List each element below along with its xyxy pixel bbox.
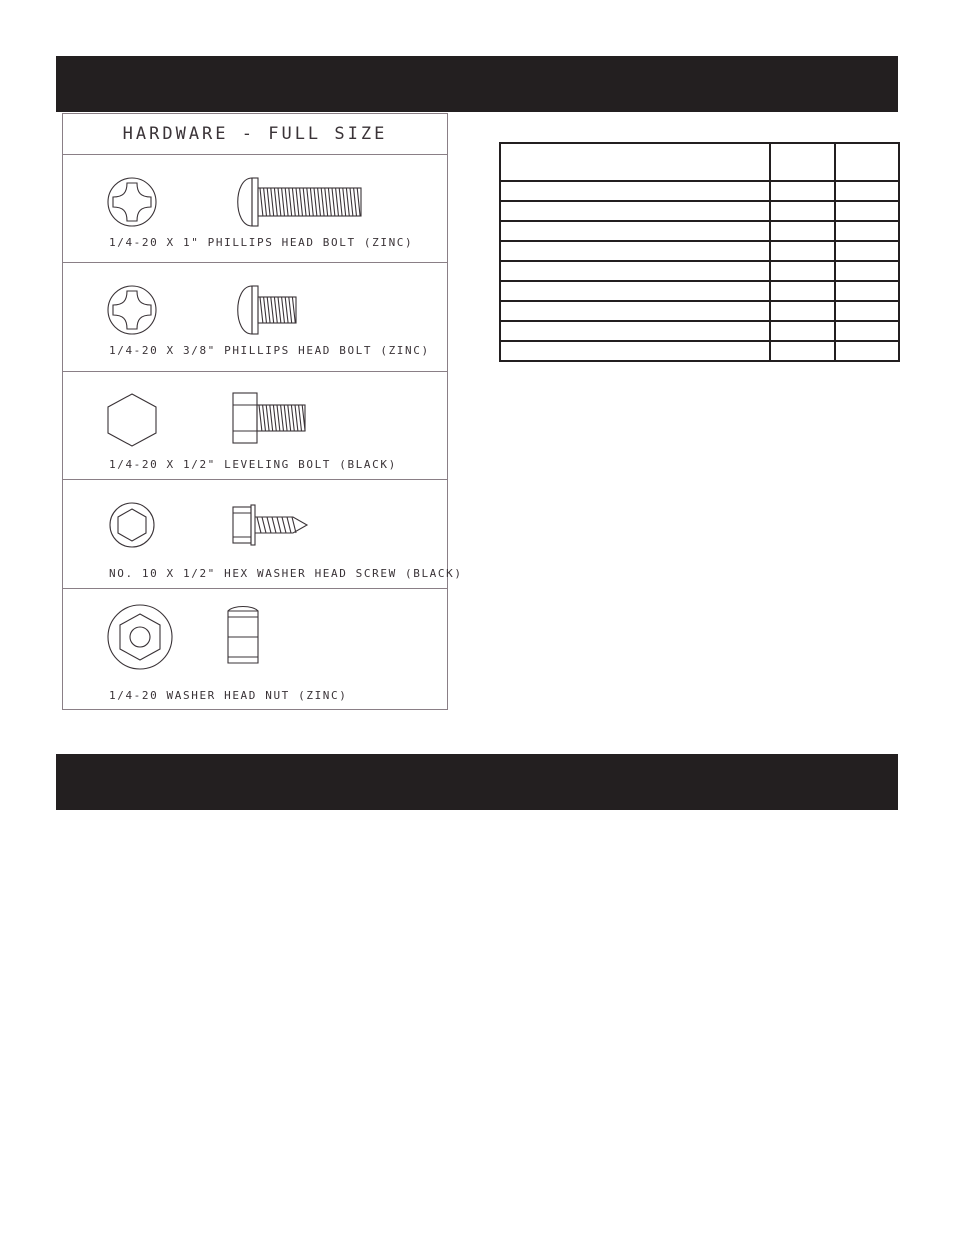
table-cell xyxy=(770,341,835,361)
table-cell xyxy=(500,281,770,301)
table-cell xyxy=(500,221,770,241)
table-cell xyxy=(835,301,899,321)
parts-table-header-row xyxy=(500,143,899,181)
section-header-band xyxy=(56,56,898,112)
hardware-item-caption: 1/4-20 X 3/8" PHILLIPS HEAD BOLT (ZINC) xyxy=(109,344,430,357)
table-row xyxy=(500,201,899,221)
table-cell xyxy=(770,321,835,341)
table-row xyxy=(500,281,899,301)
table-cell xyxy=(770,241,835,261)
table-cell xyxy=(770,281,835,301)
hardware-item-hex-washer-screw xyxy=(63,480,463,589)
table-cell xyxy=(835,201,899,221)
table-cell xyxy=(500,181,770,201)
table-cell xyxy=(770,301,835,321)
table-row xyxy=(500,301,899,321)
hardware-item-long-phillips-bolt xyxy=(63,155,447,263)
table-row xyxy=(500,321,899,341)
table-row xyxy=(500,221,899,241)
hardware-item-caption: 1/4-20 X 1" PHILLIPS HEAD BOLT (ZINC) xyxy=(109,236,414,249)
table-cell xyxy=(835,341,899,361)
table-row xyxy=(500,341,899,361)
table-row xyxy=(500,241,899,261)
hardware-item-caption: NO. 10 X 1/2" HEX WASHER HEAD SCREW (BLACK) xyxy=(109,567,463,580)
table-cell xyxy=(770,181,835,201)
table-cell xyxy=(500,261,770,281)
table-cell xyxy=(770,261,835,281)
table-cell xyxy=(835,281,899,301)
table-cell xyxy=(835,221,899,241)
hardware-item-washer-head-nut xyxy=(63,589,447,709)
parts-table xyxy=(499,142,900,362)
hardware-item-caption: 1/4-20 WASHER HEAD NUT (ZINC) xyxy=(109,689,348,702)
hardware-item-leveling-bolt xyxy=(63,372,447,480)
hardware-item-short-phillips-bolt xyxy=(63,263,447,372)
parts-table-header-cell xyxy=(770,143,835,181)
parts-table-header-cell xyxy=(835,143,899,181)
table-row xyxy=(500,261,899,281)
table-cell xyxy=(835,261,899,281)
table-cell xyxy=(835,321,899,341)
table-cell xyxy=(835,241,899,261)
hardware-item-caption: 1/4-20 X 1/2" LEVELING BOLT (BLACK) xyxy=(109,458,397,471)
table-cell xyxy=(835,181,899,201)
table-cell xyxy=(500,301,770,321)
table-cell xyxy=(500,341,770,361)
table-cell xyxy=(500,241,770,261)
parts-table-header-cell xyxy=(500,143,770,181)
table-cell xyxy=(500,321,770,341)
table-cell xyxy=(770,201,835,221)
hardware-chart xyxy=(62,113,463,710)
section-header-band xyxy=(56,754,898,810)
hardware-chart-title: HARDWARE - FULL SIZE xyxy=(63,114,447,155)
table-cell xyxy=(770,221,835,241)
table-row xyxy=(500,181,899,201)
table-cell xyxy=(500,201,770,221)
